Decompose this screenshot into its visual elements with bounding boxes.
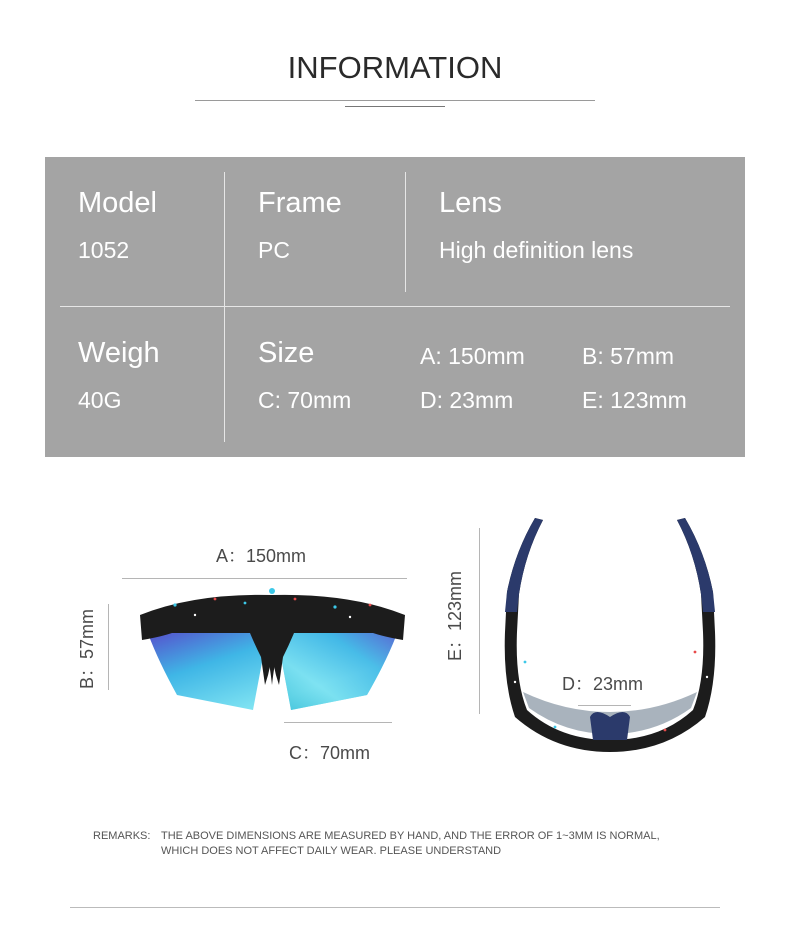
- divider-h: [60, 306, 730, 307]
- front-dim-a-label: A：150mm: [216, 546, 307, 566]
- remarks-label: REMARKS:: [93, 830, 151, 842]
- side-dim-d-label: D：23mm: [562, 674, 644, 694]
- size-b: B: 57mm: [582, 343, 675, 369]
- size-a: A: 150mm: [420, 343, 525, 369]
- bottom-rule: [70, 907, 720, 908]
- title-rule-short: [345, 106, 445, 107]
- weigh-value: 40G: [78, 387, 122, 413]
- remarks: [93, 829, 660, 859]
- size-e: E: 123mm: [582, 387, 687, 413]
- divider-v-1: [224, 172, 225, 442]
- front-dim-b-label: B：57mm: [77, 609, 97, 690]
- lens-value: High definition lens: [439, 237, 634, 263]
- front-dim-c-line: [284, 722, 392, 723]
- front-dim-c-label: C：70mm: [289, 743, 371, 763]
- page-title: INFORMATION: [287, 50, 503, 85]
- weigh-label: Weigh: [78, 337, 160, 369]
- size-label: Size: [258, 337, 315, 369]
- remarks-line-2: WHICH DOES NOT AFFECT DAILY WEAR. PLEASE UNDERSTAND: [161, 845, 502, 857]
- lens-label: Lens: [439, 187, 502, 219]
- spec-table: [45, 157, 745, 457]
- side-dim-e-line: [479, 528, 480, 714]
- remarks-line-1: THE ABOVE DIMENSIONS ARE MEASURED BY HAND, AND THE ERROR OF 1~3MM IS NORMAL,: [161, 830, 660, 842]
- model-value: 1052: [78, 237, 130, 263]
- front-dim-a-line: [122, 578, 407, 579]
- size-d: D: 23mm: [420, 387, 514, 413]
- title-rule-long: [195, 100, 595, 101]
- frame-label: Frame: [258, 187, 342, 219]
- glasses-side-image: [495, 512, 725, 762]
- model-label: Model: [78, 187, 157, 219]
- front-dim-b-line: [108, 604, 109, 690]
- glasses-front-image: [135, 585, 410, 720]
- divider-v-2: [405, 172, 406, 292]
- frame-value: PC: [258, 237, 290, 263]
- size-c: C: 70mm: [258, 387, 352, 413]
- side-dim-e-label: E：123mm: [445, 570, 465, 662]
